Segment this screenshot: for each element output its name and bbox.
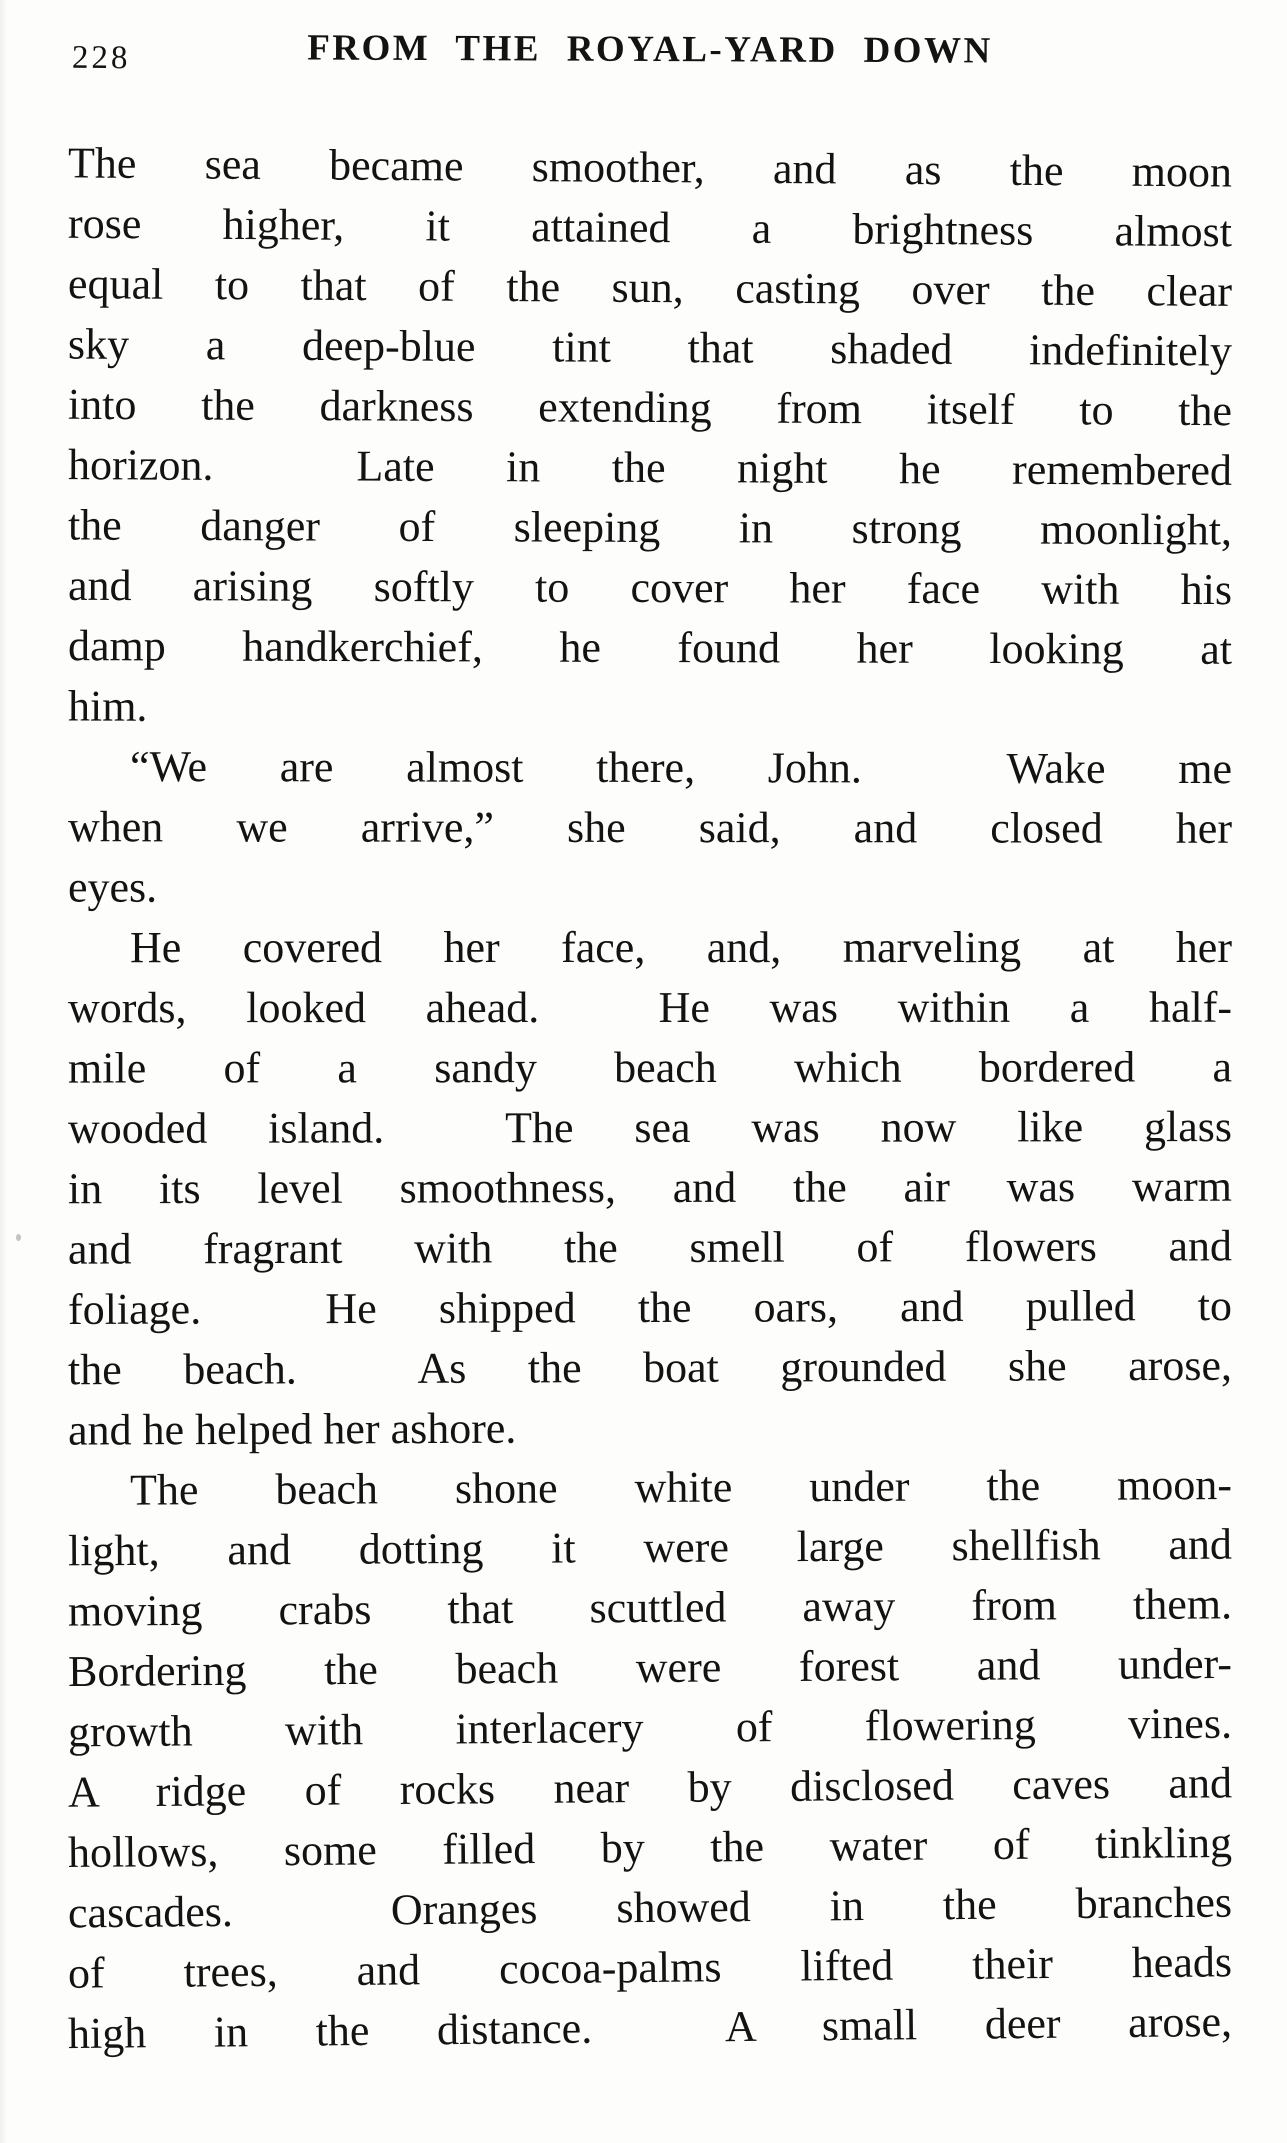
text-line: the danger of sleeping in strong moonlight, — [67, 500, 1233, 555]
page-number: 228 — [71, 39, 131, 77]
text-line: when we arrive,” she said, and closed her — [67, 802, 1233, 853]
text-line: into the darkness extending from itself to the — [67, 379, 1233, 436]
text-line: “We are almost there, John. Wake me — [129, 741, 1233, 794]
text-line: rose higher, it attained a brightness almost — [67, 198, 1233, 257]
text-line: the beach. As the boat grounded she arose, — [67, 1340, 1233, 1395]
text-line: damp handkerchief, he found her looking at — [67, 621, 1233, 674]
text-line: The beach shone white under the moon- — [129, 1460, 1233, 1515]
text-line: light, and dotting it were large shellfish and — [67, 1519, 1233, 1576]
text-line: growth with interlacery of flowering vines. — [67, 1698, 1233, 1757]
text-line: He covered her face, and, marveling at her — [129, 922, 1233, 973]
text-line: high in the distance. A small deer arose, — [67, 1996, 1233, 2059]
text-line: sky a deep-blue tint that shaded indefinitely — [67, 319, 1233, 376]
paragraph — [68, 138, 1232, 738]
running-title: FROM THE ROYAL-YARD DOWN — [307, 27, 993, 72]
page-header — [68, 26, 1232, 90]
scan-edge-shadow — [0, 0, 7, 2143]
text-line: foliage. He shipped the oars, and pulled to — [67, 1281, 1233, 1334]
text-line: Bordering the beach were forest and under- — [67, 1638, 1233, 1697]
text-line: A ridge of rocks near by disclosed caves and — [67, 1758, 1233, 1817]
text-line: equal to that of the sun, casting over the clear — [67, 259, 1233, 316]
text-line: horizon. Late in the night he remembered — [67, 440, 1233, 495]
text-line: The sea became smoother, and as the moon — [67, 138, 1233, 197]
text-line: words, looked ahead. He was within a half- — [67, 982, 1233, 1033]
text-line: and arising softly to cover her face with his — [67, 560, 1233, 615]
text-line: cascades. Oranges showed in the branches — [67, 1877, 1233, 1938]
paragraph — [68, 738, 1232, 918]
text-line: wooded island. The sea was now like glass — [67, 1102, 1233, 1153]
paragraph — [68, 918, 1232, 1458]
text-line: and fragrant with the smell of flowers and — [67, 1221, 1233, 1274]
scan-speck — [16, 1234, 21, 1241]
text-line: hollows, some filled by the water of tinkling — [67, 1817, 1233, 1878]
text-line: moving crabs that scuttled away from them. — [67, 1579, 1233, 1636]
text-line: of trees, and cocoa-palms lifted their heads — [67, 1937, 1233, 1998]
text-line: eyes. — [67, 862, 158, 912]
page-text — [68, 138, 1232, 2058]
text-line: him. — [67, 681, 148, 731]
paragraph — [68, 1458, 1232, 2058]
text-line: mile of a sandy beach which bordered a — [67, 1042, 1233, 1093]
text-line: in its level smoothness, and the air was warm — [67, 1161, 1233, 1214]
text-line: and he helped her ashore. — [67, 1403, 517, 1455]
